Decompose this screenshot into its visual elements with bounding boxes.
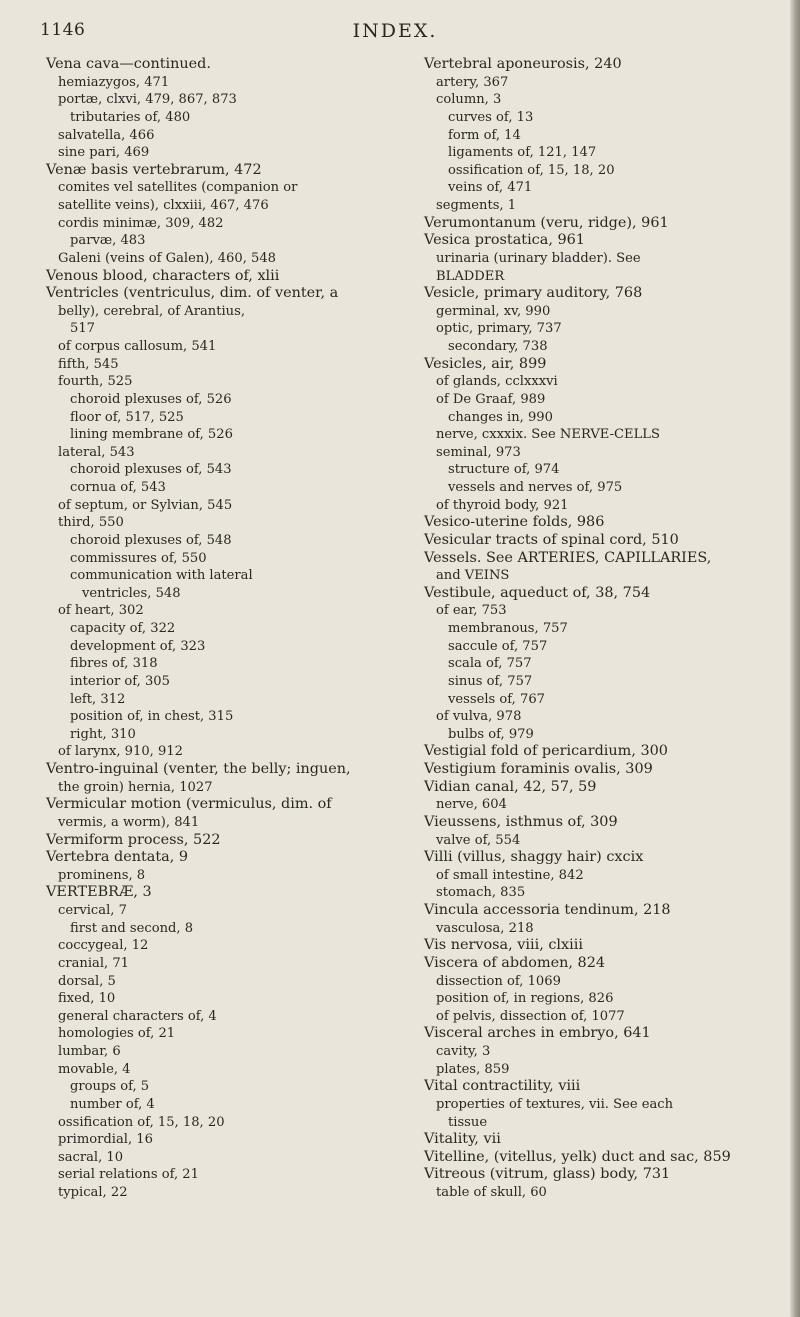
- index-subentry: fibres of, 318: [70, 656, 158, 672]
- index-entry: Vestibule, aqueduct of, 38, 754: [424, 584, 651, 601]
- index-subentry: artery, 367: [436, 74, 509, 90]
- index-entry: Verumontanum (veru, ridge), 961: [424, 214, 669, 231]
- index-subentry: Galeni (veins of Galen), 460, 548: [58, 250, 277, 266]
- index-entry: Venous blood, characters of, xlii: [46, 267, 280, 284]
- index-subentry: belly), cerebral, of Arantius,: [58, 303, 245, 319]
- index-entry: Vitelline, (vitellus, yelk) duct and sac, 859: [424, 1148, 731, 1165]
- index-subentry: fifth, 545: [58, 356, 119, 372]
- page-edge: [790, 0, 800, 1317]
- index-subentry: vasculosa, 218: [436, 920, 534, 936]
- index-subentry: sacral, 10: [58, 1149, 124, 1165]
- index-entry: Vesico-uterine folds, 986: [424, 514, 605, 531]
- index-subentry: ligaments of, 121, 147: [448, 145, 597, 161]
- index-subentry: right, 310: [70, 726, 136, 742]
- index-subentry: floor of, 517, 525: [70, 409, 184, 425]
- index-entry: Vertebra dentata, 9: [46, 849, 189, 866]
- index-subentry: cordis minimæ, 309, 482: [58, 215, 224, 231]
- index-subentry: choroid plexuses of, 526: [70, 391, 232, 407]
- index-subentry: satellite veins), clxxiii, 467, 476: [58, 198, 269, 213]
- index-subentry: fixed, 10: [58, 991, 116, 1007]
- index-subentry: curves of, 13: [448, 109, 534, 125]
- index-subentry: saccule of, 757: [448, 638, 548, 654]
- index-entry: Vieussens, isthmus of, 309: [424, 813, 618, 830]
- index-subentry: development of, 323: [70, 638, 206, 654]
- index-subentry: of ear, 753: [436, 603, 507, 619]
- index-entry: Vena cava—continued.: [46, 56, 211, 72]
- index-subentry: ossification of, 15, 18, 20: [448, 162, 615, 178]
- index-subentry: of pelvis, dissection of, 1077: [436, 1008, 625, 1024]
- index-entry: Venæ basis vertebrarum, 472: [46, 161, 262, 178]
- index-subentry: salvatella, 466: [58, 127, 155, 143]
- index-subentry: optic, primary, 737: [436, 321, 562, 337]
- index-subentry: BLADDER: [436, 268, 505, 284]
- index-subentry: of larynx, 910, 912: [58, 744, 183, 760]
- index-subentry: capacity of, 322: [70, 621, 176, 636]
- index-subentry: secondary, 738: [448, 339, 548, 354]
- index-entry: Vital contractility, viii: [424, 1078, 581, 1095]
- index-subentry: urinaria (urinary bladder). See: [436, 250, 641, 266]
- index-subentry: structure of, 974: [448, 462, 560, 478]
- index-subentry: of corpus callosum, 541: [58, 339, 217, 354]
- index-entry: Vessels. See ARTERIES, CAPILLARIES,: [424, 549, 712, 566]
- index-subentry: third, 550: [58, 515, 124, 531]
- index-subentry: groups of, 5: [70, 1079, 150, 1095]
- index-subentry: coccygeal, 12: [58, 938, 149, 954]
- index-subentry: typical, 22: [58, 1185, 128, 1200]
- index-subentry: position of, in regions, 826: [436, 991, 614, 1007]
- index-entry: VERTEBRÆ, 3: [46, 884, 152, 901]
- index-subentry: the groin) hernia, 1027: [58, 779, 213, 795]
- index-entry: Ventricles (ventriculus, dim. of venter, a: [46, 285, 339, 302]
- index-entry: Vertebral aponeurosis, 240: [424, 56, 622, 72]
- index-subentry: movable, 4: [58, 1061, 131, 1077]
- index-subentry: of thyroid body, 921: [436, 497, 569, 513]
- index-column-right: [424, 56, 786, 1202]
- index-subentry: segments, 1: [436, 198, 517, 213]
- page-number: 1146: [40, 20, 86, 40]
- index-entry: Vincula accessoria tendinum, 218: [424, 902, 671, 918]
- index-subentry: form of, 14: [448, 127, 521, 143]
- index-entry: Ventro-inguinal (venter, the belly; inguen,: [46, 761, 351, 777]
- index-subentry: of heart, 302: [58, 603, 144, 619]
- index-subentry: lateral, 543: [58, 444, 135, 460]
- index-subentry: primordial, 16: [58, 1132, 153, 1148]
- index-subentry: tributaries of, 480: [70, 109, 191, 125]
- index-subentry: properties of textures, vii. See each: [436, 1096, 674, 1112]
- index-subentry: changes in, 990: [448, 409, 553, 425]
- index-subentry: nerve, 604: [436, 797, 507, 813]
- index-entry: Vesicle, primary auditory, 768: [424, 285, 643, 302]
- index-subentry: stomach, 835: [436, 885, 526, 901]
- index-subentry: tissue: [448, 1114, 488, 1130]
- index-subentry: prominens, 8: [58, 867, 146, 883]
- index-subentry: cornua of, 543: [70, 480, 166, 495]
- index-entry: Vestigial fold of pericardium, 300: [424, 743, 668, 760]
- index-subentry: left, 312: [70, 691, 126, 707]
- index-subentry: general characters of, 4: [58, 1008, 217, 1024]
- index-subentry: number of, 4: [70, 1096, 155, 1112]
- index-subentry: table of skull, 60: [436, 1185, 547, 1200]
- index-subentry: germinal, xv, 990: [436, 303, 551, 319]
- running-title: INDEX.: [352, 20, 438, 42]
- index-subentry: comites vel satellites (companion or: [58, 180, 298, 196]
- index-subentry: sinus of, 757: [448, 673, 533, 689]
- index-subentry: hemiazygos, 471: [58, 74, 170, 90]
- index-subentry: veins of, 471: [448, 180, 533, 196]
- index-subentry: scala of, 757: [448, 656, 532, 672]
- index-entry: Vermiform process, 522: [46, 831, 221, 848]
- index-subentry: 517: [70, 321, 95, 337]
- index-subentry: nerve, cxxxix. See NERVE-CELLS: [436, 427, 660, 443]
- index-subentry: dissection of, 1069: [436, 973, 561, 989]
- index-subentry: ventricles, 548: [82, 585, 181, 601]
- index-entry: Vesicles, air, 899: [424, 355, 547, 372]
- index-subentry: vessels of, 767: [448, 691, 545, 707]
- index-subentry: lining membrane of, 526: [70, 427, 233, 443]
- index-entry: Vermicular motion (vermiculus, dim. of: [46, 796, 332, 813]
- index-entry: Viscera of abdomen, 824: [424, 954, 606, 971]
- index-subentry: sine pari, 469: [58, 145, 150, 161]
- index-entry: Vitality, vii: [424, 1131, 501, 1148]
- index-subentry: portæ, clxvi, 479, 867, 873: [58, 92, 237, 108]
- index-subentry: fourth, 525: [58, 374, 133, 390]
- page-header: [0, 18, 790, 48]
- index-subentry: commissures of, 550: [70, 550, 207, 566]
- index-subentry: column, 3: [436, 92, 502, 108]
- index-subentry: and VEINS: [436, 568, 510, 584]
- index-subentry: bulbs of, 979: [448, 726, 534, 742]
- index-subentry: parvæ, 483: [70, 233, 146, 249]
- index-subentry: seminal, 973: [436, 444, 521, 460]
- index-subentry: cranial, 71: [58, 955, 129, 971]
- index-subentry: of vulva, 978: [436, 709, 522, 725]
- index-entry: Vis nervosa, viii, clxiii: [424, 937, 583, 954]
- index-subentry: interior of, 305: [70, 673, 170, 689]
- index-subentry: choroid plexuses of, 548: [70, 532, 232, 548]
- index-subentry: lumbar, 6: [58, 1044, 121, 1059]
- index-subentry: of De Graaf, 989: [436, 391, 546, 407]
- index-subentry: plates, 859: [436, 1061, 510, 1077]
- index-subentry: valve of, 554: [436, 832, 521, 848]
- index-entry: Vesicular tracts of spinal cord, 510: [424, 531, 679, 548]
- index-subentry: cervical, 7: [58, 903, 127, 918]
- index-subentry: communication with lateral: [70, 568, 253, 584]
- index-subentry: vermis, a worm), 841: [58, 814, 200, 830]
- index-entry: Vesica prostatica, 961: [424, 232, 585, 249]
- index-subentry: first and second, 8: [70, 920, 194, 936]
- index-subentry: vessels and nerves of, 975: [448, 480, 623, 495]
- index-subentry: serial relations of, 21: [58, 1167, 199, 1183]
- index-subentry: of septum, or Sylvian, 545: [58, 497, 233, 513]
- index-subentry: cavity, 3: [436, 1044, 491, 1059]
- index-subentry: position of, in chest, 315: [70, 709, 234, 725]
- index-entry: Visceral arches in embryo, 641: [424, 1025, 651, 1042]
- index-subentry: ossification of, 15, 18, 20: [58, 1114, 225, 1130]
- index-entry: Vidian canal, 42, 57, 59: [424, 778, 597, 795]
- index-column-left: [46, 56, 406, 1202]
- index-subentry: of small intestine, 842: [436, 867, 584, 883]
- index-subentry: membranous, 757: [448, 621, 568, 636]
- index-entry: Vestigium foraminis ovalis, 309: [424, 761, 653, 777]
- index-entry: Villi (villus, shaggy hair) cxcix: [424, 849, 644, 866]
- index-subentry: of glands, cclxxxvi: [436, 374, 558, 390]
- index-subentry: choroid plexuses of, 543: [70, 462, 232, 478]
- index-subentry: dorsal, 5: [58, 973, 116, 989]
- index-subentry: homologies of, 21: [58, 1026, 176, 1042]
- index-entry: Vitreous (vitrum, glass) body, 731: [424, 1166, 671, 1183]
